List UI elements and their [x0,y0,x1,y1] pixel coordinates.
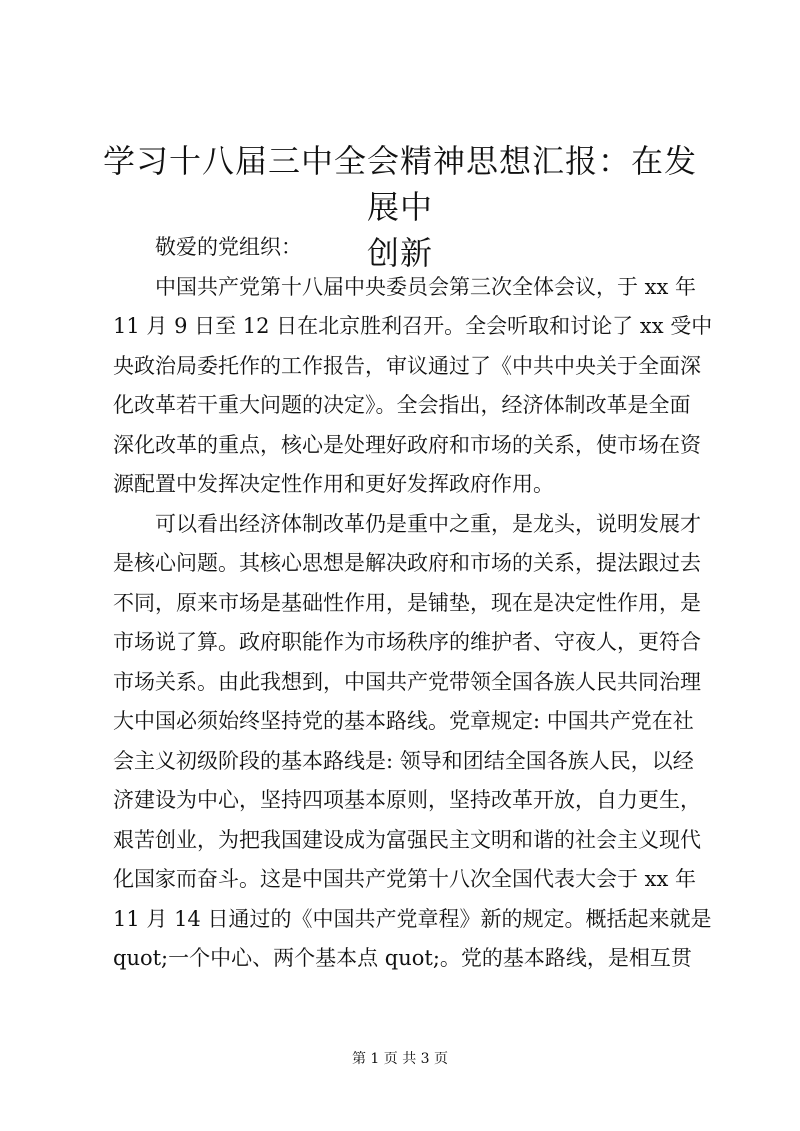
paragraph-2-line: quot;一个中心、两个基本点 quot;。党的基本路线，是相互贯 [113,946,692,970]
paragraph-2-line: 会主义初级阶段的基本路线是: 领导和团结全国各族人民，以经 [113,748,694,773]
paragraph-1-line: 央政治局委托作的工作报告，审议通过了《中共中央关于全面深 [113,353,701,378]
page-footer [0,1049,800,1069]
document-body [113,228,713,979]
paragraph-2-line: 艰苦创业，为把我国建设成为富强民主文明和谐的社会主义现代 [113,827,701,852]
paragraph-2-line: 不同，原来市场是基础性作用，是铺垫，现在是决定性作用，是 [113,590,701,615]
paragraph-1-line: 11 月 9 日至 12 日在北京胜利召开。全会听取和讨论了 xx 受中 [113,314,713,338]
paragraph-1-line: 深化改革的重点，核心是处理好政府和市场的关系，使市场在资 [113,432,701,457]
salutation: 敬爱的党组织： [155,235,302,259]
paragraph-2-line: 可以看出经济体制改革仍是重中之重，是龙头，说明发展才 [155,511,701,536]
paragraph-2-line: 11 月 14 日通过的《中国共产党章程》新的规定。概括起来就是 [113,906,712,931]
paragraph-2-line: 济建设为中心，坚持四项基本原则，坚持改革开放，自力更生， [113,788,701,812]
paragraph-1-line: 中国共产党第十八届中央委员会第三次全体会议，于 xx 年 [155,274,697,299]
paragraph-1-line: 化改革若干重大问题的决定》。全会指出，经济体制改革是全面 [113,393,691,417]
paragraph-2-line: 市场关系。由此我想到，中国共产党带领全国各族人民共同治理 [113,669,701,694]
page-number: 第 1 页 共 3 页 [351,1051,449,1067]
paragraph-1-line: 源配置中发挥决定性作用和更好发挥政府作用。 [113,472,554,496]
paragraph-2-line: 是核心问题。其核心思想是解决政府和市场的关系，提法跟过去 [113,551,701,575]
paragraph-2-line: 市场说了算。政府职能作为市场秩序的维护者、守夜人，更符合 [113,630,701,654]
title-line-2: 创新 [366,234,433,272]
paragraph-2-line: 大中国必须始终坚持党的基本路线。党章规定: 中国共产党在社 [113,709,694,733]
title-line-1: 学习十八届三中全会精神思想汇报：在发展中 [102,142,697,226]
paragraph-2-line: 化国家而奋斗。这是中国共产党第十八次全国代表大会于 xx 年 [113,867,697,891]
